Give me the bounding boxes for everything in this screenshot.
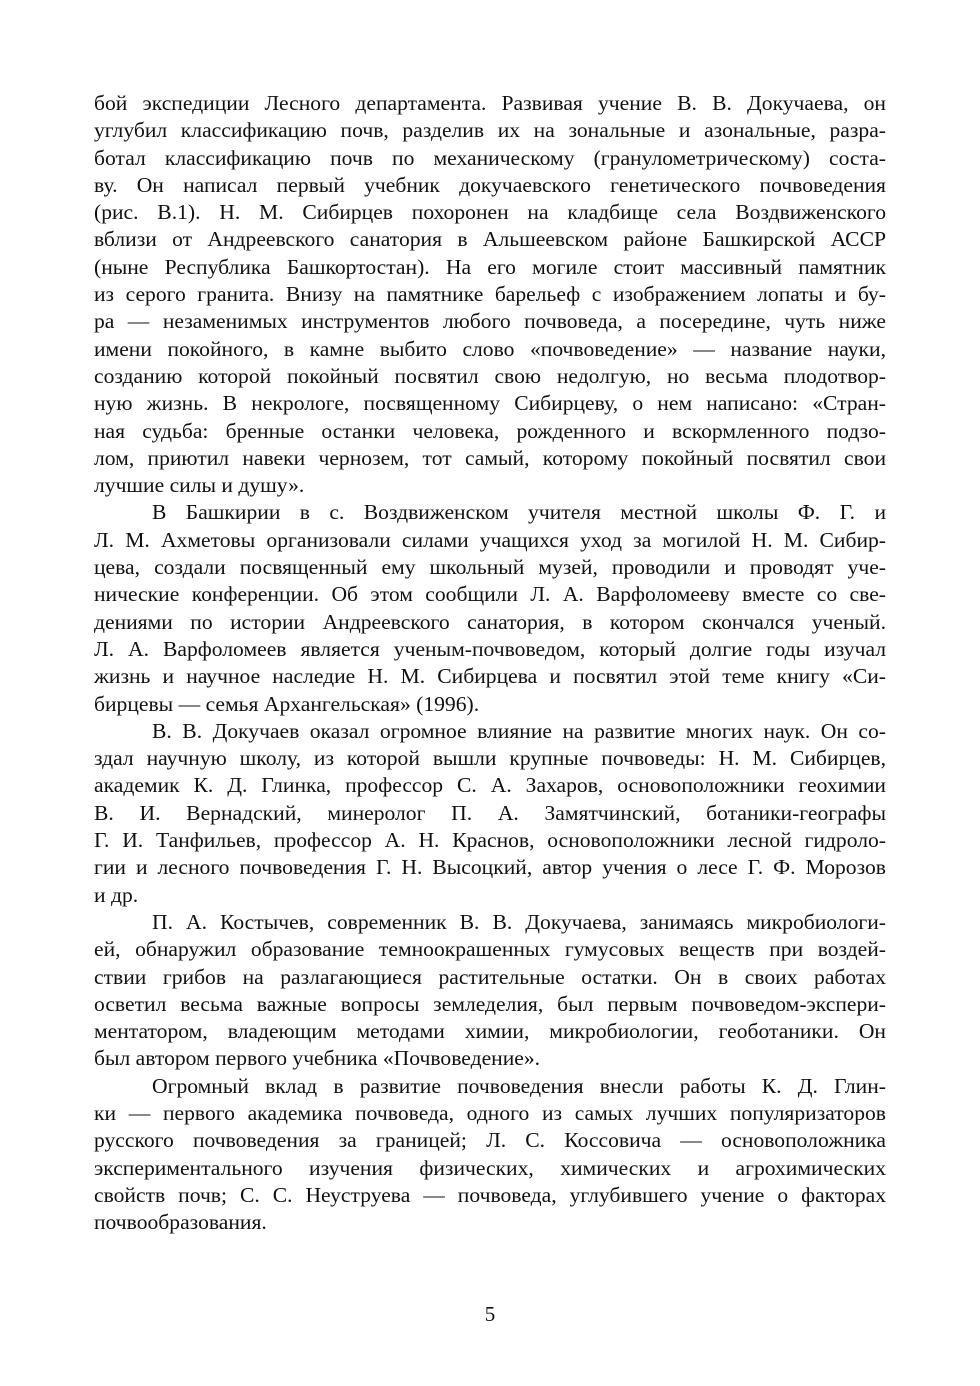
text-line: созданию которой покойный посвятил свою недолгую, но весьма плодотвор- xyxy=(94,363,886,388)
text-line: был автором первого учебника «Почвоведение». xyxy=(94,1046,541,1071)
text-line: Огромный вклад в развитие почвоведения внесли работы К. Д. Глин- xyxy=(152,1073,886,1098)
text-line: ра — незаменимых инструментов любого почвоведа, а посередине, чуть ниже xyxy=(94,309,886,334)
text-line: В. И. Вернадский, минеролог П. А. Замятчинский, ботаники-географы xyxy=(94,800,886,825)
text-line: свойств почв; С. С. Неуструева — почвоведа, углубившего учение о факторах xyxy=(94,1182,886,1207)
text-line: ментатором, владеющим методами химии, микробиологии, геоботаники. Он xyxy=(94,1019,886,1044)
text-line: Л. А. Варфоломеев является ученым-почвоведом, который долгие годы изучал xyxy=(94,636,886,661)
text-line: и др. xyxy=(94,882,139,907)
text-line: бирцевы — семья Архангельская» (1996). xyxy=(94,691,480,716)
text-line: экспериментального изучения физических, химических и агрохимических xyxy=(94,1155,886,1180)
text-line: ствии грибов на разлагающиеся растительные остатки. Он в своих работах xyxy=(94,964,886,989)
text-line: В Башкирии в с. Воздвиженском учителя местной школы Ф. Г. и xyxy=(152,500,886,525)
page-number: 5 xyxy=(484,1302,496,1326)
text-line: дениями по истории Андреевского санатория, в котором скончался ученый. xyxy=(94,609,886,634)
text-line: углубил классификацию почв, разделив их на зональные и азональные, разра- xyxy=(94,118,886,143)
text-line: Г. И. Танфильев, профессор А. Н. Краснов, основоположники лесной гидроло- xyxy=(94,828,886,853)
text-line: ву. Он написал первый учебник докучаевского генетического почвоведения xyxy=(94,172,886,197)
paragraph xyxy=(94,499,886,717)
text-line: вблизи от Андреевского санатория в Альшеевском районе Башкирской АССР xyxy=(94,227,886,252)
text-line: лом, приютил навеки чернозем, тот самый, которому покойный посвятил свои xyxy=(94,445,886,470)
text-line: нические конференции. Об этом сообщили Л. А. Варфоломееву вместе со све- xyxy=(94,582,886,607)
text-line: академик К. Д. Глинка, профессор С. А. Захаров, основоположники геохимии xyxy=(94,773,886,798)
paragraph xyxy=(94,90,886,499)
text-line: жизнь и научное наследие Н. М. Сибирцева и посвятил этой теме книгу «Си- xyxy=(94,664,886,689)
text-line: имени покойного, в камне выбито слово «почвоведение» — название науки, xyxy=(94,336,886,361)
body-text xyxy=(94,90,886,1236)
text-line: гии и лесного почвоведения Г. Н. Высоцкий, автор учения о лесе Г. Ф. Морозов xyxy=(94,855,886,880)
text-line: ная судьба: бренные останки человека, рожденного и вскормленного подзо- xyxy=(94,418,886,443)
text-line: ную жизнь. В некрологе, посвященному Сибирцеву, о нем написано: «Стран- xyxy=(94,391,886,416)
text-line: (рис. В.1). Н. М. Сибирцев похоронен на кладбище села Воздвиженского xyxy=(94,200,886,225)
text-line: почвообразования. xyxy=(94,1210,267,1235)
text-line: осветил весьма важные вопросы земледелия, был первым почвоведом-экспери- xyxy=(94,991,886,1016)
text-line: ботал классификацию почв по механическому (гранулометрическому) соста- xyxy=(94,145,886,170)
text-line: В. В. Докучаев оказал огромное влияние на развитие многих наук. Он со- xyxy=(152,718,886,743)
text-line: здал научную школу, из которой вышли крупные почвоведы: Н. М. Сибирцев, xyxy=(94,746,886,771)
paragraph xyxy=(94,1073,886,1237)
text-line: из серого гранита. Внизу на памятнике барельеф с изображением лопаты и бу- xyxy=(94,282,886,307)
text-line: цева, создали посвященный ему школьный музей, проводили и проводят уче- xyxy=(94,555,886,580)
text-line: бой экспедиции Лесного департамента. Развивая учение В. В. Докучаева, он xyxy=(94,91,886,115)
paragraph xyxy=(94,718,886,909)
text-line: Л. М. Ахметовы организовали силами учащихся уход за могилой Н. М. Сибир- xyxy=(94,527,886,552)
paragraph xyxy=(94,909,886,1073)
text-line: П. А. Костычев, современник В. В. Докучаева, занимаясь микробиологи- xyxy=(152,909,886,934)
text-line: ки — первого академика почвоведа, одного из самых лучших популяризаторов xyxy=(94,1100,886,1125)
text-line: (ныне Республика Башкортостан). На его могиле стоит массивный памятник xyxy=(94,254,886,279)
text-line: русского почвоведения за границей; Л. С. Коссовича — основоположника xyxy=(94,1128,886,1153)
text-line: лучшие силы и душу». xyxy=(94,473,305,498)
text-line: ей, обнаружил образование темноокрашенных гумусовых веществ при воздей- xyxy=(94,937,886,962)
